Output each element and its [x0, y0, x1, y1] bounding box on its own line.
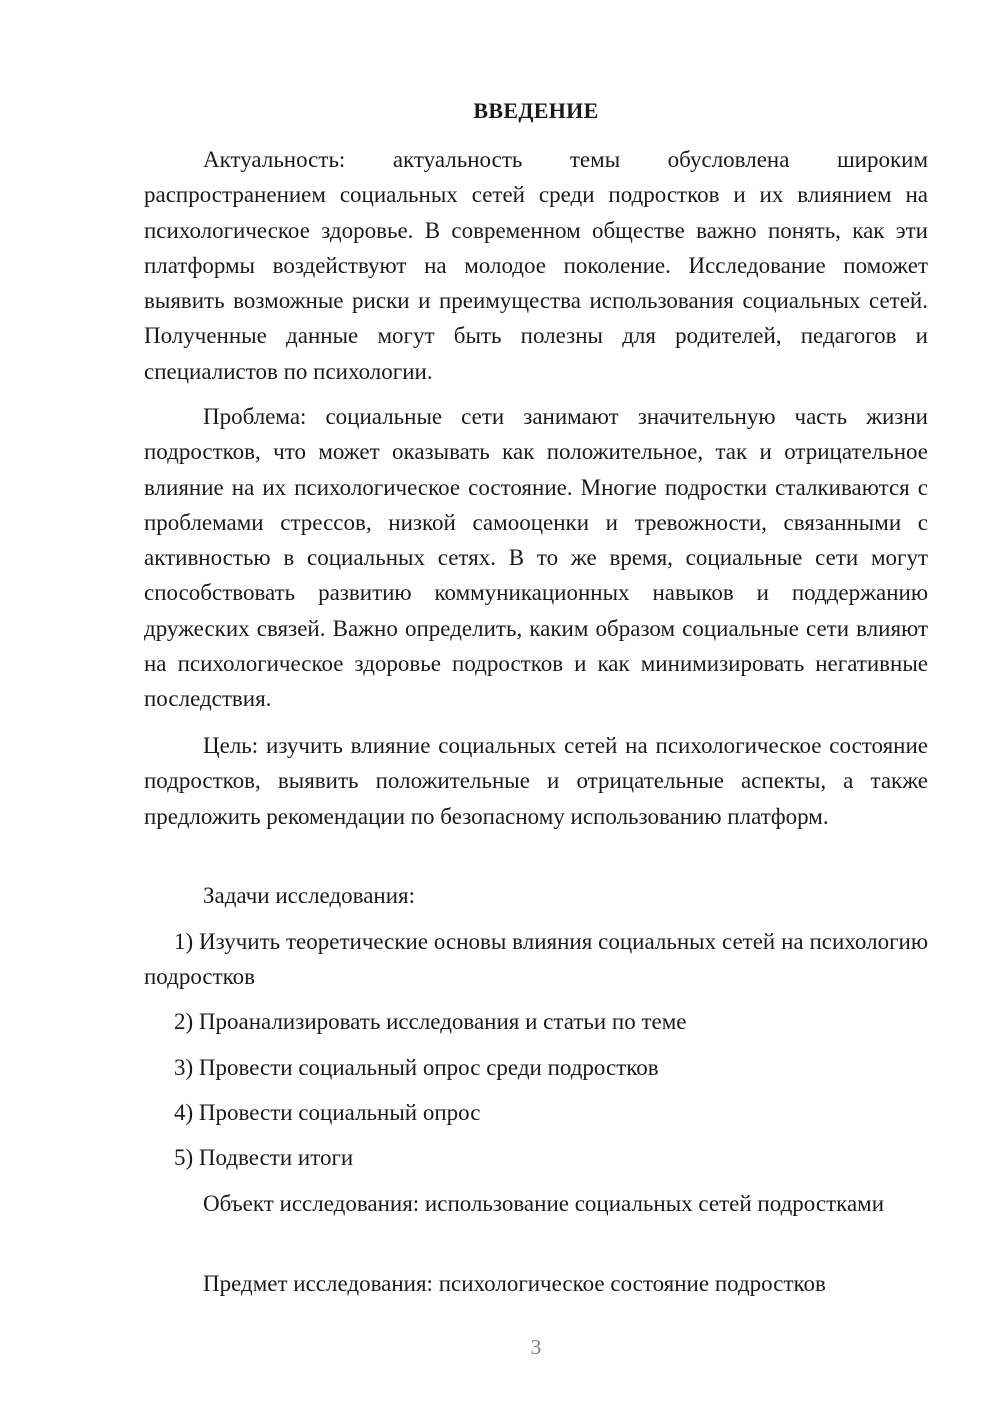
relevance-paragraph: Актуальность: актуальность темы обусловлена широким распространением социальных сетей среди подростков и их влиянием на психологическое здоровье. В современном обществе важно понять, как эти платформы воздействуют на молодое поколение. Исследование поможет выявить возможные риски и преимущества использования социальных сетей. Полученные данные могут быть полезны для родителей, педагогов и специалистов по психологии. [144, 147, 928, 384]
page-title: ВВЕДЕНИЕ [473, 98, 599, 123]
task-item-4: 4) Провести социальный опрос [174, 1100, 481, 1125]
object-paragraph: Объект исследования: использование социальных сетей подростками [203, 1191, 885, 1216]
task-item-2: 2) Проанализировать исследования и статьи по теме [174, 1009, 687, 1034]
problem-paragraph: Проблема: социальные сети занимают значительную часть жизни подростков, что может оказывать как положительное, так и отрицательное влияние на их психологическое состояние. Многие подростки сталкиваются с проблемами стрессов, низкой самооценки и тревожности, связанными с активностью в социальных сетях. В то же время, социальные сети могут способствовать развитию коммуникационных навыков и поддержанию дружеских связей. Важно определить, каким образом социальные сети влияют на психологическое здоровье подростков и как минимизировать негативные последствия. [144, 404, 928, 712]
tasks-heading: Задачи исследования: [203, 883, 416, 908]
page-number: 3 [530, 1335, 542, 1359]
task-item-5: 5) Подвести итоги [174, 1145, 354, 1170]
goal-paragraph: Цель: изучить влияние социальных сетей на психологическое состояние подростков, выявить положительные и отрицательные аспекты, а также предложить рекомендации по безопасному использованию платформ. [144, 733, 928, 829]
task-item-1: 1) Изучить теоретические основы влияния социальных сетей на психологию подростков [144, 929, 928, 990]
task-item-3: 3) Провести социальный опрос среди подростков [174, 1055, 659, 1080]
subject-paragraph: Предмет исследования: психологическое состояние подростков [203, 1271, 826, 1296]
